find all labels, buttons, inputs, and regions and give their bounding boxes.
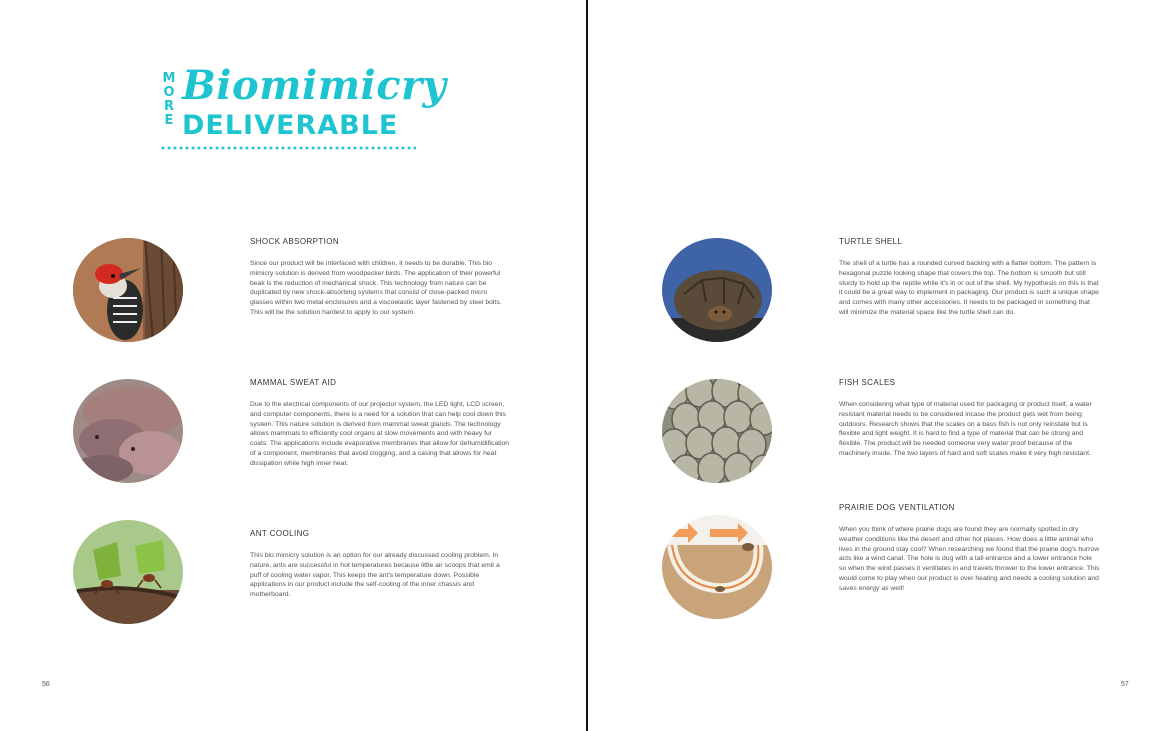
section-body: When you think of where prairie dogs are found they are normally spotted in dry weather conditions like the desert and other hot places. How does a little animal who lives in the ground stay cool? When researching we found that the prairie dog's burrow acts like a wind canal. The hole is dug with a tall entrance and a lower entrance hole so when the wind passes it ventilates in and travels thrower to the lower entrance. This would come to play when our product is over heating and needs a cooling solution and saves energy as well! bbox=[839, 526, 1100, 592]
leafcutter-ant-photo bbox=[73, 520, 183, 624]
fish-scales-photo bbox=[662, 379, 772, 483]
page-title bbox=[160, 62, 447, 156]
title-deliverable: DELIVERABLE bbox=[182, 110, 399, 141]
page-number-left: 56 bbox=[42, 681, 50, 688]
page-number-right: 57 bbox=[1121, 681, 1129, 688]
prairie-dog-burrow-diagram bbox=[662, 515, 772, 619]
section-heading: FISH SCALES bbox=[839, 378, 896, 387]
section-body: This bio mimicry solution is an option for our already discussed cooling problem. In nature, ants are successful in hot temperatures because little air scoops that emit a puff of cooling water vapor. This keeps the ant's temperature down. Possible applications in our product include the self-cooling of the inner chassis and motherboard. bbox=[250, 552, 500, 599]
section-prairie-dog-ventilation bbox=[839, 503, 1101, 594]
section-body: When considering what type of material used for packaging or product itself, a water resistant material needs to be considered incase the product gets wet from being outdoors. Research shows that the scales on a bass fish is not only reinstate but is flexible and light weight. It is hard to find a type of material that can be strong and flexible. The product will be needed someone very water proof because of the machinery inside. The two layers of hard and soft scales make it very high resistant. bbox=[839, 401, 1092, 457]
section-turtle-shell bbox=[839, 237, 1101, 318]
section-heading: TURTLE SHELL bbox=[839, 237, 903, 246]
section-body: Since our product will be interfaced with children, it needs to be durable. This bio mimicry solution is derived from woodpecker birds. The application of their powerful beak is the reduction of mechanical shock. This technology from nature can be duplicated by new shock-absorbing systems that consist of close-packed micro glasses within two metal enclosures and a viscoelastic layer fastened by steel bolts. This will be the solution hardest to apply to our system. bbox=[250, 260, 502, 316]
section-body: The shell of a turtle has a rounded curved backing with a flatter bottom. The pattern is hexagonal puzzle looking shape that covers the top. The bottom is smooth but still sturdy to hold up the reptile while it's in or out of the shell. My hypothesis on this is that it could be a great way to implement in packaging. Our product is such a unique shape and comes with many other accessories. It needs to be packaged in something that will minimize the material space like the turtle shell can do. bbox=[839, 260, 1099, 316]
woodpecker-photo bbox=[73, 238, 183, 342]
section-mammal-sweat-aid bbox=[250, 378, 512, 469]
section-ant-cooling bbox=[250, 529, 512, 600]
hippo-photo bbox=[73, 379, 183, 483]
section-heading: MAMMAL SWEAT AID bbox=[250, 378, 337, 387]
turtle-photo bbox=[662, 238, 772, 342]
section-body: Due to the electrical components of our projector system, the LED light, LCD screen, and computer components, there is a need for a solution that can help cool down this system. This nature solution is derived from mammal sweat glands. The technology allows mammals to efficiently cool organs at slow movements and with heavy fur coats. The applications include evaporative membranes that allow for dehumidification of a component, membranes that avoid clogging, and a casing that allows for heat dissipation while high inner heat. bbox=[250, 401, 510, 467]
section-fish-scales bbox=[839, 378, 1101, 459]
section-heading: ANT COOLING bbox=[250, 529, 310, 538]
title-more: M O R E bbox=[162, 71, 176, 128]
section-heading: SHOCK ABSORPTION bbox=[250, 237, 340, 246]
title-dotted-rule bbox=[160, 146, 416, 150]
section-shock-absorption bbox=[250, 237, 512, 318]
title-biomimicry: Biomimicry bbox=[182, 62, 447, 109]
section-heading: PRAIRIE DOG VENTILATION bbox=[839, 503, 955, 512]
page-spine bbox=[586, 0, 588, 731]
